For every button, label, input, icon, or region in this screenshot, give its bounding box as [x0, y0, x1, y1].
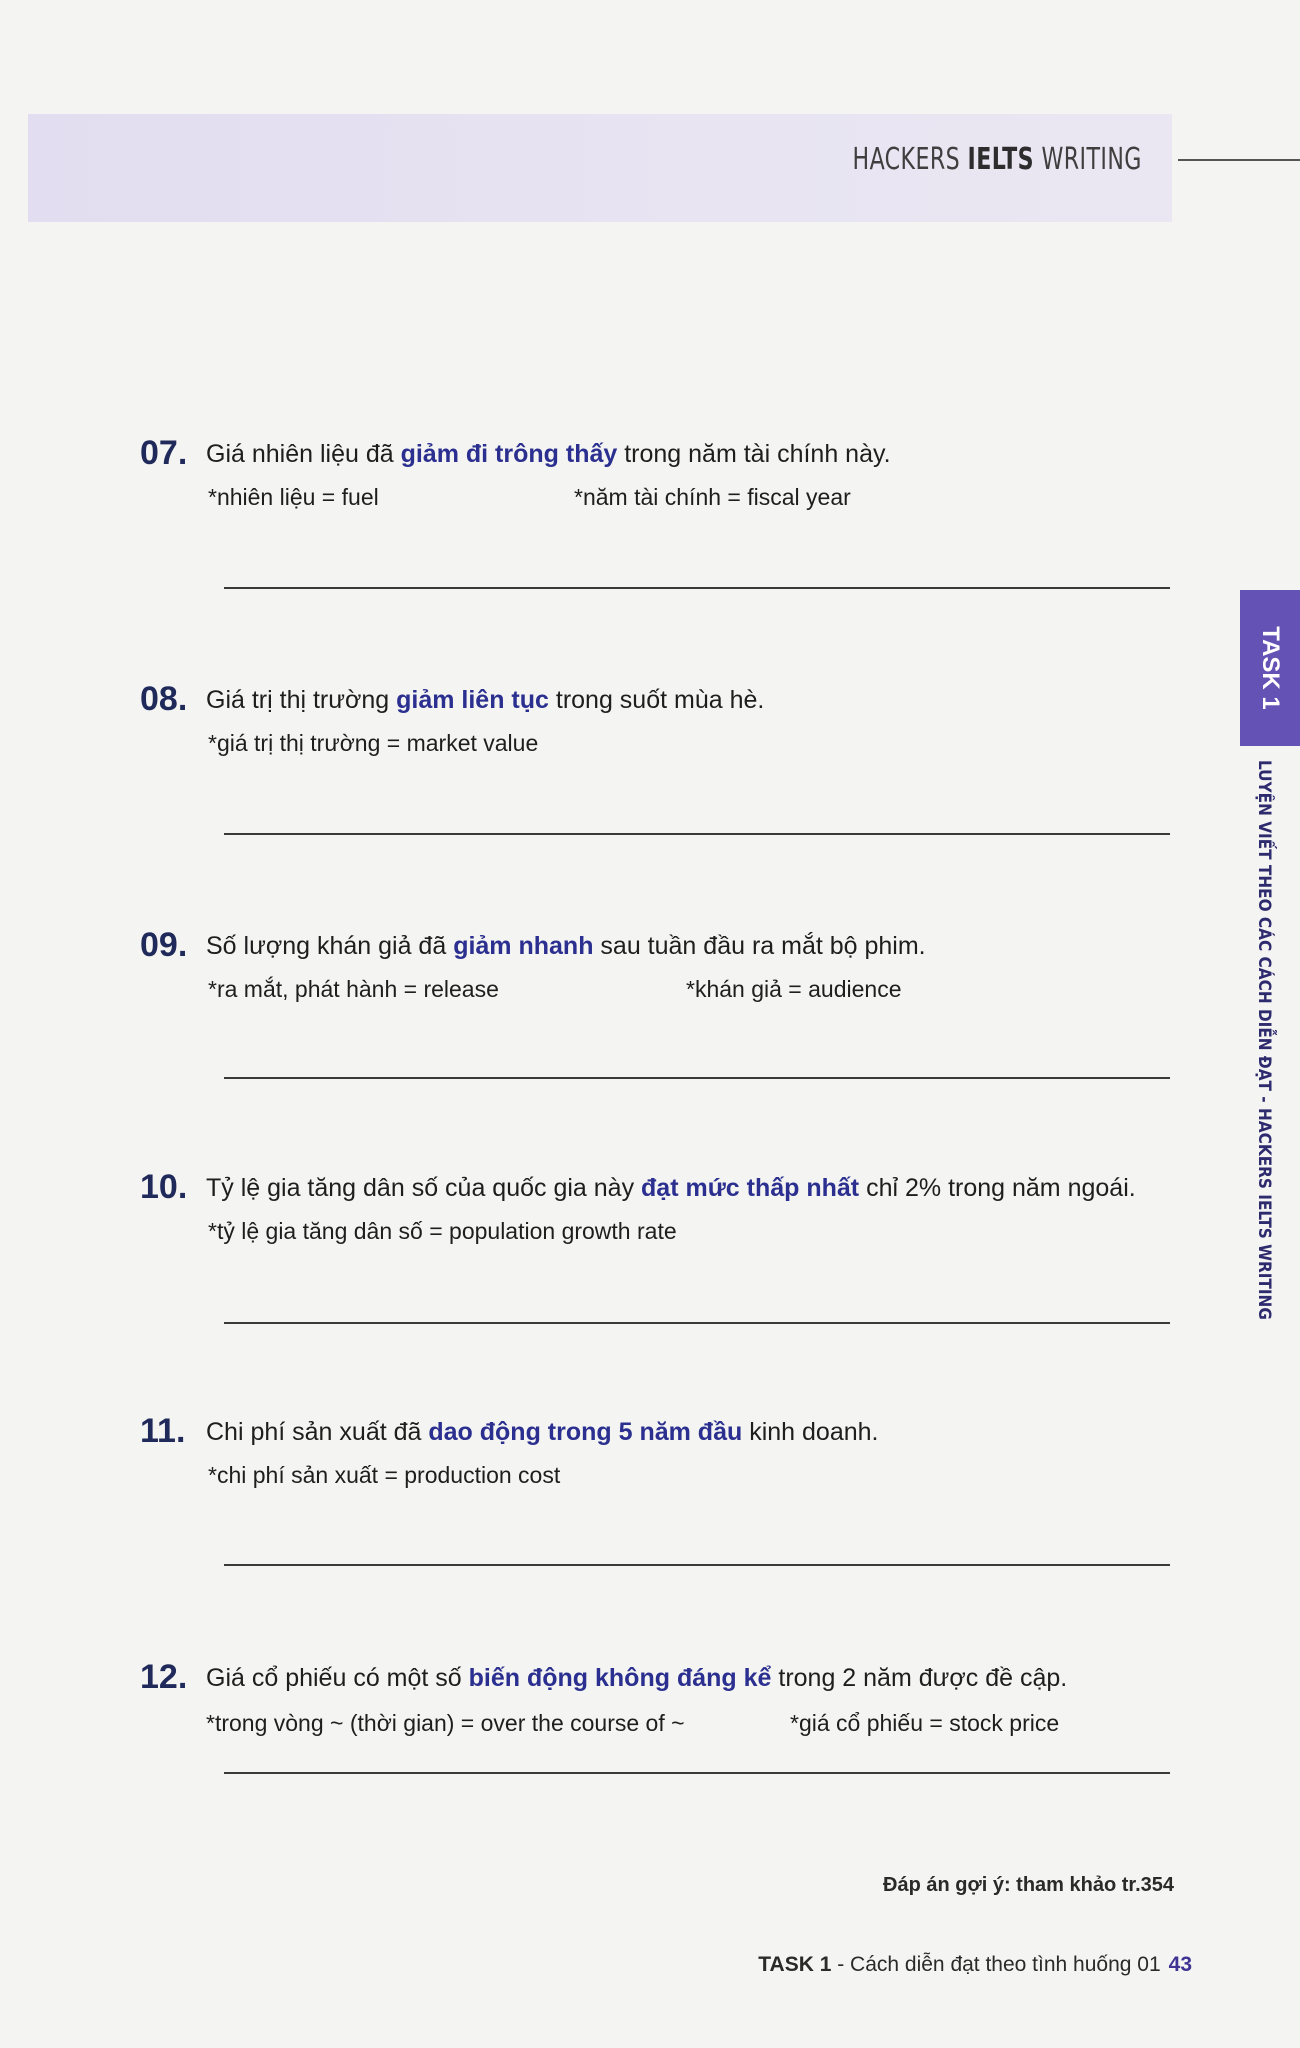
exercise-sentence: Giá cổ phiếu có một số biến động không đáng kể trong 2 năm được đề cập.	[206, 1664, 1068, 1692]
exercise-number: 11.	[140, 1412, 186, 1450]
exercise-number: 10.	[140, 1168, 188, 1206]
hint: *nhiên liệu = fuel	[208, 484, 379, 510]
answer-line[interactable]	[224, 1564, 1170, 1566]
hint: *trong vòng ~ (thời gian) = over the course of ~	[206, 1710, 685, 1736]
footer-running-title: TASK 1 - Cách diễn đạt theo tình huống 01 43	[758, 1953, 1192, 1976]
exercise-sentence: Giá nhiên liệu đã giảm đi trông thấy trong năm tài chính này.	[206, 440, 891, 468]
hint: *giá cổ phiếu = stock price	[790, 1710, 1060, 1736]
exercise-number: 08.	[140, 680, 188, 718]
exercise-sentence: Chi phí sản xuất đã dao động trong 5 năm đầu kinh doanh.	[206, 1418, 879, 1446]
hint: *chi phí sản xuất = production cost	[208, 1462, 561, 1488]
side-tab-task: TASK 1	[1240, 590, 1300, 746]
answer-reference: Đáp án gợi ý: tham khảo tr.354	[883, 1874, 1174, 1896]
highlight-phrase: giảm liên tục	[396, 686, 549, 714]
page-number: 43	[1168, 1953, 1192, 1976]
highlight-phrase: dao động trong 5 năm đầu	[428, 1418, 743, 1446]
answer-line[interactable]	[224, 587, 1170, 589]
hint: *năm tài chính = fiscal year	[574, 484, 851, 510]
answer-line[interactable]	[224, 833, 1170, 835]
answer-line[interactable]	[224, 1322, 1170, 1324]
answer-line[interactable]	[224, 1077, 1170, 1079]
highlight-phrase: đạt mức thấp nhất	[641, 1174, 860, 1202]
exercise-sentence: Giá trị thị trường giảm liên tục trong suốt mùa hè.	[206, 686, 765, 714]
exercise-number: 09.	[140, 926, 188, 964]
exercise-number: 07.	[140, 434, 188, 472]
exercise-number: 12.	[140, 1658, 188, 1696]
hint: *khán giả = audience	[686, 976, 902, 1002]
highlight-phrase: giảm đi trông thấy	[400, 440, 618, 468]
highlight-phrase: giảm nhanh	[453, 932, 594, 960]
exercise-sentence: Tỷ lệ gia tăng dân số của quốc gia này đạt mức thấp nhất chỉ 2% trong năm ngoái.	[206, 1174, 1136, 1202]
exercise-sentence: Số lượng khán giả đã giảm nhanh sau tuần đầu ra mắt bộ phim.	[206, 932, 926, 960]
answer-line[interactable]	[224, 1772, 1170, 1774]
hint: *giá trị thị trường = market value	[208, 730, 539, 756]
hint: *ra mắt, phát hành = release	[208, 976, 499, 1002]
highlight-phrase: biến động không đáng kể	[468, 1664, 772, 1692]
side-chapter-title: LUYỆN VIẾT THEO CÁC CÁCH DIỄN ĐẠT - HACKERS IELTS WRITING	[1254, 760, 1274, 1320]
brand-title: HACKERS IELTS WRITING	[852, 142, 1142, 177]
header-rule	[1178, 159, 1300, 161]
hint: *tỷ lệ gia tăng dân số = population growth rate	[208, 1218, 677, 1244]
